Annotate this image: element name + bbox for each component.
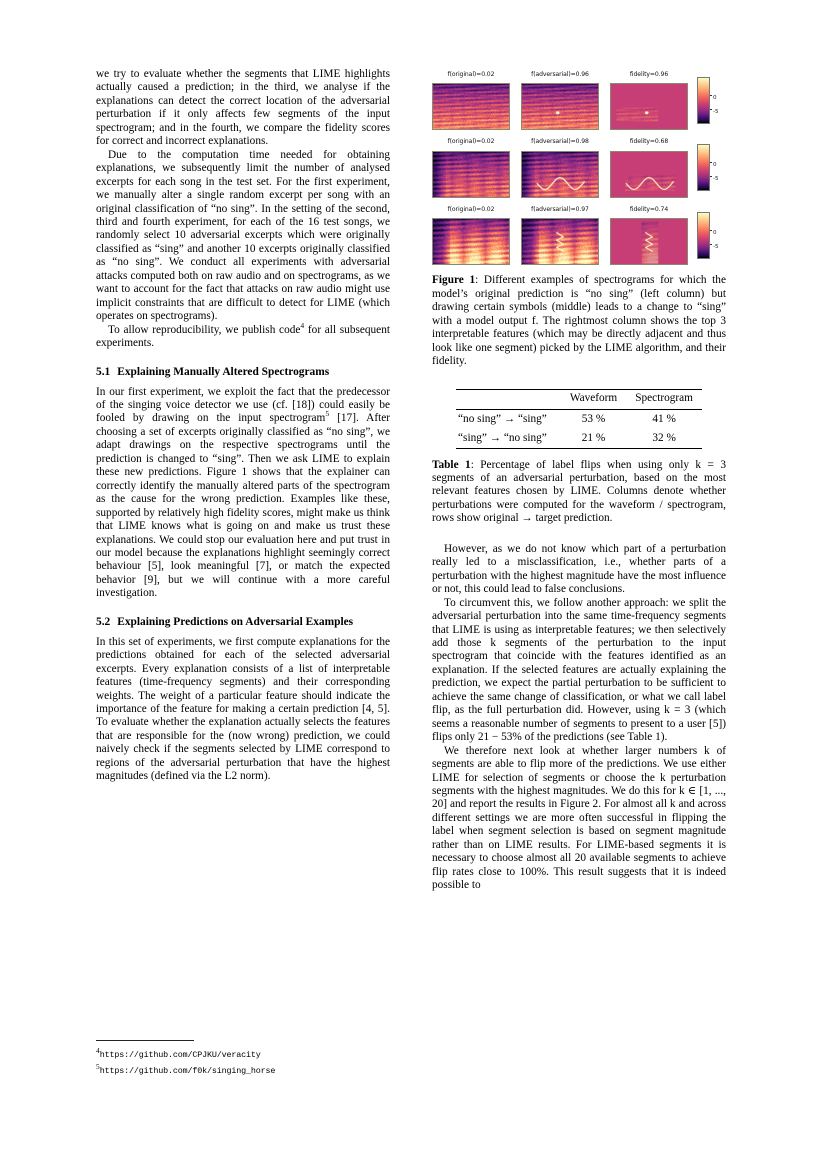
table-row: [456, 409, 702, 429]
panel-title: f(adversarial)=0.97: [531, 205, 589, 213]
colorbar-tick-label: -5: [713, 106, 719, 119]
figure-row: [432, 203, 726, 265]
figure-panel-cell: [432, 68, 510, 130]
footnote-link[interactable]: https://github.com/f0k/singing_horse: [99, 1066, 276, 1077]
figure-1: [432, 68, 726, 369]
spectrogram-panel: [521, 151, 599, 198]
right-text-column: [432, 68, 726, 893]
section-number: 5.1: [96, 365, 111, 378]
spacer: [432, 526, 726, 543]
footnotes: [96, 1040, 390, 1078]
table-row-label: “no sing” → “sing”: [456, 409, 561, 429]
table-column-header-empty: [456, 389, 561, 409]
results-table: [456, 389, 702, 449]
panel-title: f(original)=0.02: [447, 205, 495, 213]
spectrogram-panel: [521, 218, 599, 265]
explanation-panel: [610, 218, 688, 265]
colorbar-gradient: [697, 144, 710, 191]
figure-panel-cell: [521, 203, 599, 265]
footnote-marker[interactable]: 4: [300, 320, 305, 330]
table-column-header-waveform: Waveform: [561, 389, 626, 409]
figure-panel-cell: [521, 68, 599, 130]
spectrogram-panel: [432, 151, 510, 198]
paragraph-text-after: for all subsequent experiments.: [96, 323, 390, 350]
left-text-column: [96, 68, 390, 784]
paragraph: We therefore next look at whether larger numbers k of segments are able to flip more of the predictions. We use either LIME for selection of segments or choose the k perturbation segments with the highest magnitudes. We do this for k ∈ [1, ..., 20] and report the results in Figure 2. For almost all k and across different settings we are more often successful in flipping the label when segment selection is based on segment magnitude rather than on LIME results. For LIME-based segments it is necessary to choose almost all 20 available segments to achieve flip rates close to 100%. This result suggests that it is indeed possible to: [432, 744, 726, 892]
footnote-number: 4: [96, 1046, 100, 1055]
section-heading-5-1: [96, 365, 390, 379]
footnote-rule: [96, 1040, 194, 1041]
colorbar-tick-label: -5: [713, 173, 719, 186]
colorbar-tick-label: 0: [713, 159, 717, 172]
colorbar-ticks: [710, 212, 726, 259]
table-caption-text: : Percentage of label flips when using only k = 3 segments of an adversarial perturbation, based on the most relevant features chosen by LIME. Columns denote whether perturbations were computed for the waveform / spectrogram, rows show original → target prediction.: [432, 458, 726, 525]
paragraph: Due to the computation time needed for obtaining explanations, we subsequently limit the number of analysed excerpts for each song in the test set. For the first experiment, we manually alter a single random excerpt per song with an original classification of “no sing”. In the setting of the second, third and fourth experiment, for each of the 16 test songs, we randomly select 10 adversarial excerpts which were originally classified as “sing” and another 10 excerpts originally classified as “no sing”. We conduct all experiments with adversarial attacks computed both on raw audio and on spectrograms, as we want to account for the fact that attacks on raw audio might use implicit constraints that are difficult to detect for LIME (which operates on spectrograms).: [96, 148, 390, 323]
colorbar: [697, 212, 726, 259]
spectrogram-panel: [432, 218, 510, 265]
explanation-panel: [610, 151, 688, 198]
colorbar-tick-label: -5: [713, 241, 719, 254]
paragraph: In this set of experiments, we first compute explanations for the predictions obtained for each of the selected adversarial excerpts. Every explanation consists of a list of interpretable features (time-frequency segments) and their corresponding weights. The weight of a particular feature should indicate the importance of the feature for making a certain prediction [4, 5]. To evaluate whether the explanation actually selects the features that are responsible for the (now wrong) prediction, we could naively check if the segments selected by LIME correspond to regions of the adversarial perturbation that have the highest magnitudes (defined via the L2 norm).: [96, 635, 390, 783]
colorbar-tick-label: 0: [713, 227, 717, 240]
table-caption: [432, 459, 726, 526]
table-cell-spectrogram: 41 %: [626, 409, 702, 429]
spectrogram-panel: [432, 83, 510, 130]
figure-panel-cell: [432, 135, 510, 197]
paragraph: To circumvent this, we follow another approach: we split the adversarial perturbation into the same time-frequency segments that LIME is using as interpretable features; we then selectively add those k segments of the perturbation to the input spectrogram that coincide with the features identified as an explanation. If the selected features are actually explaining the prediction, we expect the partial perturbation to be sufficient to achieve the same change of classification, or what we call label flip, as the full perturbation did. However, using k = 3 (which seems a reasonable number of segments to present to a user [5]) flips only 21 − 53% of the predictions (see Table 1).: [432, 596, 726, 744]
figure-caption-text: : Different examples of spectrograms for which the model’s original prediction is “no sing” (left column) but drawing certain symbols (middle) leads to a change to “sing” with a model output f. The rightmost column shows the top 3 interpretable features (which may be directly adjacent and thus look like one segment) picked by the LIME algorithm, and their fidelity.: [432, 274, 726, 368]
paragraph-text-before: To allow reproducibility, we publish code: [108, 323, 301, 336]
footnote-item: [96, 1061, 390, 1077]
colorbar-gradient: [697, 77, 710, 124]
section-number: 5.2: [96, 615, 111, 628]
section-title: Explaining Manually Altered Spectrograms: [117, 365, 330, 378]
footnote-link[interactable]: https://github.com/CPJKU/veracity: [99, 1049, 261, 1060]
paragraph-with-footnote: [96, 386, 390, 601]
table-1: [432, 389, 726, 526]
panel-title: f(adversarial)=0.98: [531, 138, 589, 146]
panel-title: f(adversarial)=0.96: [531, 71, 589, 78]
colorbar-ticks: [710, 77, 726, 124]
colorbar: [697, 144, 726, 191]
paragraph: we try to evaluate whether the segments that LIME highlights actually caused a prediction; in the third, we analyse if the explanations can detect the correct location of the adversarial perturbation if it only affects few segments of the input spectrogram; and in the fourth, we compare the fidelity scores for correct and incorrect explanations.: [96, 68, 390, 148]
figure-row: [432, 135, 726, 197]
explanation-panel: [610, 83, 688, 130]
colorbar-tick-label: 0: [713, 92, 717, 105]
table-cell-spectrogram: 32 %: [626, 429, 702, 449]
paragraph-text-after: [17]. After choosing a set of excerpts originally classified as “no sing”, we adapt drawings on the respective spectrograms until the prediction is changed to “sing”. Then we ask LIME to explain these new predictions. Figure 1 shows that the explainer can correctly identify the manually altered parts of the spectrogram as the cause for the wrong prediction. Examples like these, supported by relatively high fidelity scores, might make us think that LIME knows what is going on and make us trust these explanations. We could stop our evaluation here and put trust in our model because the explanations highlight seemingly correct behaviour [5], look meaningful [7], or match the expected behavior [9], but we will continue with a more careful investigation.: [96, 412, 390, 600]
figure-panel-cell: [521, 135, 599, 197]
panel-title: fidelity=0.68: [629, 138, 669, 146]
paragraph-text-before: In our first experiment, we exploit the fact that the predecessor of the singing voice detector we use (cf. [18]) could easily be fooled by drawing on the input spectrogram: [96, 385, 390, 425]
figure-panel-cell: [432, 203, 510, 265]
colorbar-gradient: [697, 212, 710, 259]
table-cell-waveform: 21 %: [561, 429, 626, 449]
panel-title: f(original)=0.02: [447, 71, 495, 78]
table-cell-waveform: 53 %: [561, 409, 626, 429]
panel-title: f(original)=0.02: [447, 138, 495, 146]
paragraph: However, as we do not know which part of a perturbation really led to a misclassification, i.e., whether parts of a perturbation with the highest magnitude have the most influence or not, this could lead to false conclusions.: [432, 542, 726, 596]
paragraph-with-footnote: [96, 320, 390, 351]
figure-row: [432, 68, 726, 130]
figure-caption-label: Figure 1: [432, 274, 476, 287]
section-heading-5-2: [96, 615, 390, 629]
colorbar-ticks: [710, 144, 726, 191]
footnote-marker[interactable]: 5: [325, 409, 330, 419]
colorbar: [697, 77, 726, 124]
panel-title: fidelity=0.74: [629, 205, 669, 213]
panel-title: fidelity=0.96: [629, 71, 669, 78]
footnote-item: [96, 1045, 390, 1061]
figure-panel-cell: [610, 68, 688, 130]
figure-caption: [432, 274, 726, 368]
footnote-number: 5: [96, 1062, 100, 1072]
section-title: Explaining Predictions on Adversarial Examples: [117, 615, 354, 628]
table-caption-label: Table 1: [432, 458, 471, 471]
table-column-header-spectrogram: Spectrogram: [626, 389, 702, 409]
table-row-label: “sing” → “no sing”: [456, 429, 561, 449]
figure-panel-cell: [610, 203, 688, 265]
figure-panel-cell: [610, 135, 688, 197]
spectrogram-panel: [521, 83, 599, 130]
table-header-row: [456, 389, 702, 409]
table-row: [456, 429, 702, 449]
